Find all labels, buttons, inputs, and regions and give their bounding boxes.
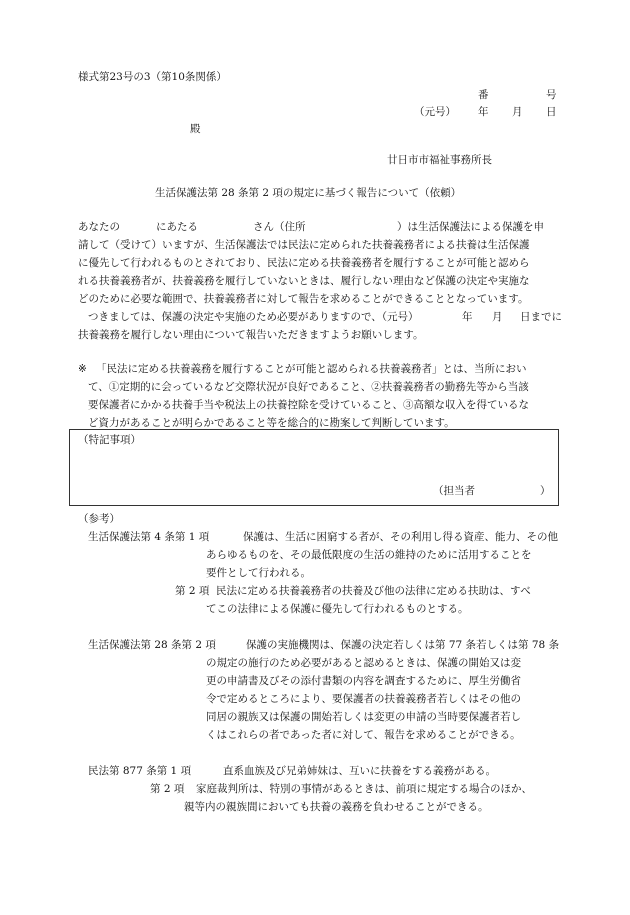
civil-code-p2-line2: 親等内の親族間においても扶養の義務を負わせることができる。 — [184, 801, 489, 813]
addressee-suffix: 殿 — [190, 123, 201, 135]
reference-label: （参考） — [78, 513, 120, 525]
art4-line1: 保護は、生活に困窮する者が、その利用し得る資産、能力、その他 — [243, 531, 558, 543]
art4-p2-line2: てこの法律による保護に優先して行われるものとする。 — [206, 603, 469, 615]
sender: 廿日市市福祉事務所長 — [387, 154, 492, 166]
civil-code-line1: 直系血族及び兄弟姉妹は、互いに扶養をする義務がある。 — [223, 765, 496, 777]
body-line2: 請して（受けて）いますが、生活保護法では民法に定められた扶養義務者による扶養は生活保護 — [78, 239, 530, 251]
body-line3: に優先して行われるものとされており、民法に定める扶養義務者を履行することが可能と認めら — [78, 257, 530, 269]
civil-code-p2-line1: 家庭裁判所は、特別の事情があるときは、前項に規定する場合のほか、 — [196, 783, 532, 795]
art28-heading: 生活保護法第 28 条第 2 項 — [88, 639, 216, 651]
date-era: （元号） — [414, 106, 456, 118]
civil-code-heading: 民法第 877 条第 1 項 — [88, 765, 192, 777]
date-day: 日 — [546, 106, 557, 118]
body-line1-c: さん（住所 — [253, 221, 306, 233]
art28-line3: 更の申請書及びその添付書類の内容を調査するために、厚生労働省 — [206, 675, 521, 687]
art28-line1: 保護の実施機関は、保護の決定若しくは第 77 条若しくは第 78 条 — [246, 639, 560, 651]
staff-label-close: ） — [540, 485, 551, 497]
special-notes-label: （特記事項） — [78, 434, 141, 446]
special-notes-box[interactable] — [69, 429, 559, 506]
art4-p2-line1: 民法に定める扶養義務者の扶養及び他の法律に定める扶助は、すべ — [216, 585, 531, 597]
note-line4: ど資力があることが明らかであること等を総合的に勘案して判断しています。 — [88, 417, 455, 429]
body-line6-b: 年 — [462, 311, 473, 323]
body-line4: れる扶養義務者が、扶養義務を履行していないときは、履行しない理由など保護の決定や実施な — [78, 275, 530, 287]
body-line6-a: つきましては、保護の決定や実施のため必要がありますので、（元号） — [88, 311, 419, 323]
note-mark: ※ — [78, 363, 87, 375]
civil-code-p2-heading: 第 2 項 — [150, 783, 185, 795]
art4-p2-heading: 第 2 項 — [175, 585, 210, 597]
art28-line2: の規定の施行のため必要があると認めるときは、保護の開始又は変 — [206, 657, 521, 669]
body-line6-c: 月 — [492, 311, 503, 323]
art4-heading: 生活保護法第 4 条第 1 項 — [88, 531, 210, 543]
body-line1-a: あなたの — [78, 221, 120, 233]
body-line1-b: にあたる — [156, 221, 198, 233]
staff-label-open: （担当者 — [433, 485, 475, 497]
body-line5: どのために必要な範囲で、扶養義務者に対して報告を求めることができることとなっています。 — [78, 293, 529, 305]
number-label-go: 号 — [546, 89, 557, 101]
date-month: 月 — [512, 106, 523, 118]
art28-line5: 同居の親族又は保護の開始若しくは変更の申請の当時要保護者若し — [206, 711, 521, 723]
body-line6-d: 日までに — [520, 311, 562, 323]
art4-line3: 要件として行われる。 — [206, 567, 311, 579]
date-year: 年 — [478, 106, 489, 118]
body-line1-d: ）は生活保護法による保護を申 — [397, 221, 544, 233]
number-label-ban: 番 — [478, 89, 489, 101]
note-line1: 「民法に定める扶養義務を履行することが可能と認められる扶養義務者」とは、当所におい — [96, 363, 527, 375]
form-number: 様式第23号の3（第10条関係） — [78, 71, 227, 83]
note-line3: 要保護者にかかる扶養手当や税法上の扶養控除を受けていること、③高額な収入を得ているな — [88, 399, 529, 411]
note-line2: て、①定期的に会っているなど交際状況が良好であること、②扶養義務者の勤務先等から当該 — [88, 381, 529, 393]
body-line7: 扶養義務を履行しない理由について報告いただきますようお願いします。 — [78, 329, 424, 341]
art28-line6: くはこれらの者であった者に対して、報告を求めることができる。 — [206, 729, 521, 741]
document-title: 生活保護法第 28 条第 2 項の規定に基づく報告について（依頼） — [155, 187, 462, 199]
art4-line2: あらゆるものを、その最低限度の生活の維持のために活用することを — [206, 549, 532, 561]
art28-line4: 令で定めるところにより、要保護者の扶養義務者若しくはその他の — [206, 693, 521, 705]
